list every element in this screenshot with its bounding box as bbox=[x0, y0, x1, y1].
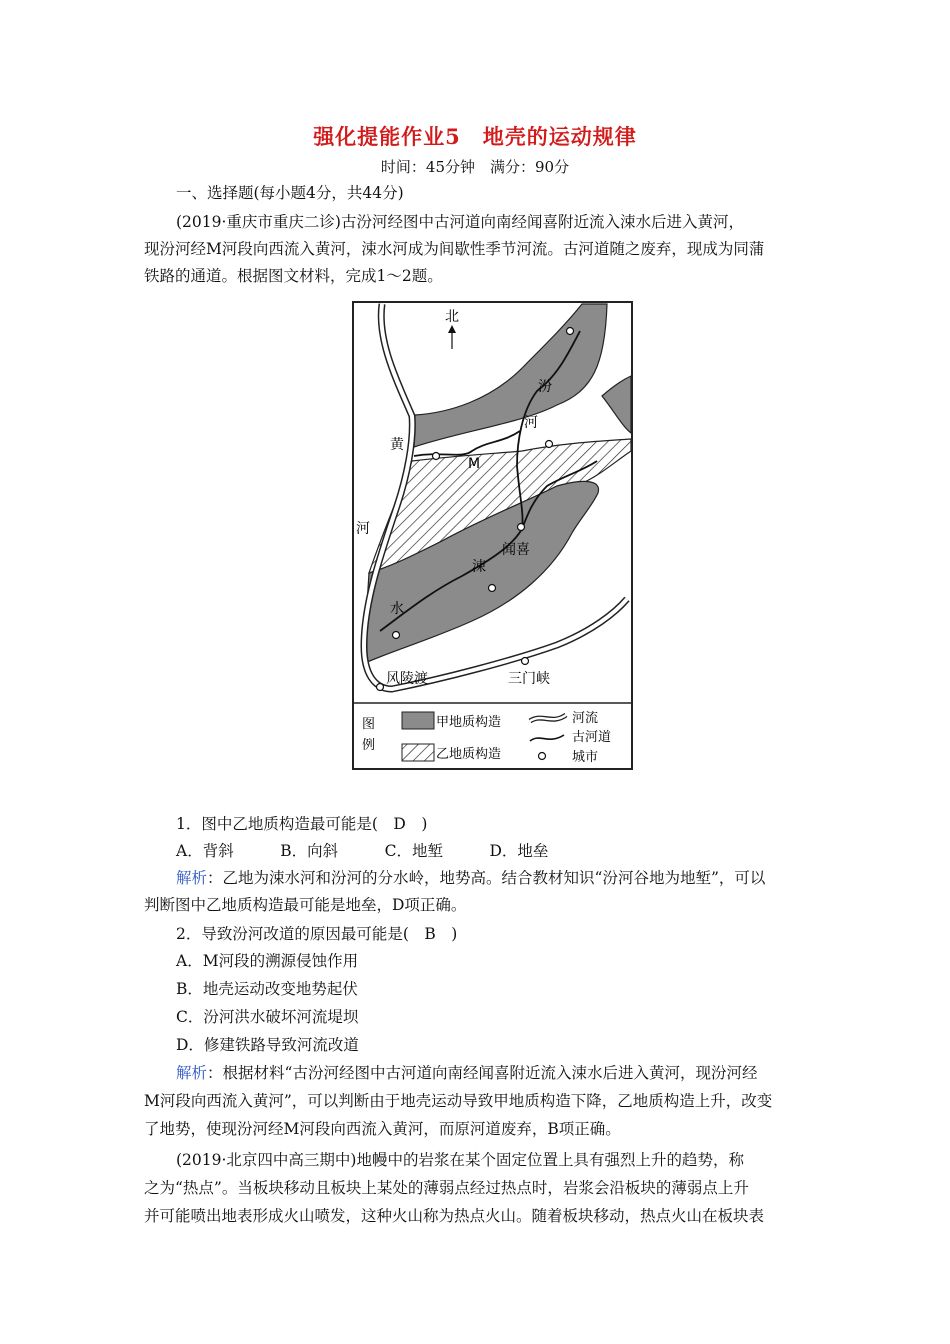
legend-city-icon bbox=[539, 753, 546, 760]
q1-jiexi bbox=[176, 868, 856, 888]
q2-option-c: C．汾河洪水破坏河流堤坝 bbox=[176, 1008, 359, 1026]
q1-options: A．背斜 B．向斜 C．地堑 D．地垒 bbox=[176, 842, 549, 860]
huang-label-2: 河 bbox=[356, 521, 370, 537]
city-marker bbox=[522, 658, 529, 665]
geology-map bbox=[352, 301, 633, 770]
passage1-line: 现汾河经M河段向西流入黄河，涑水河成为间歇性季节河流。古河道随之废弃，现成为同蒲 bbox=[144, 240, 765, 258]
q1-jiexi-cont: 判断图中乙地质构造最可能是地垒，D项正确。 bbox=[144, 896, 467, 914]
legend-yi: 乙地质构造 bbox=[436, 747, 502, 762]
q2-jiexi bbox=[176, 1063, 856, 1083]
passage1-line: (2019·重庆市重庆二诊)古汾河经图中古河道向南经闻喜附近流入涑水后进入黄河， bbox=[176, 213, 744, 231]
passage1-line: 铁路的通道。根据图文材料，完成1～2题。 bbox=[144, 267, 443, 285]
city-marker bbox=[546, 441, 553, 448]
legend-title-1: 图 bbox=[362, 717, 376, 732]
city-marker bbox=[567, 328, 574, 335]
q2-option-a: A．M河段的溯源侵蚀作用 bbox=[176, 952, 359, 970]
jiexi-label: 解析 bbox=[176, 1064, 208, 1082]
su-label: 涑 bbox=[472, 559, 486, 575]
city-marker bbox=[518, 524, 525, 531]
page-title: 强化提能作业5 地壳的运动规律 bbox=[313, 124, 637, 149]
q2-stem: 2．导致汾河改道的原因最可能是( B ) bbox=[176, 925, 458, 943]
jiexi-label: 解析 bbox=[176, 869, 208, 887]
m-label: M bbox=[468, 456, 481, 472]
legend-jia-swatch bbox=[402, 712, 434, 729]
shui-label: 水 bbox=[390, 601, 404, 617]
q2-jiexi-cont: 了地势，使现汾河经M河段向西流入黄河，而原河道废弃，B项正确。 bbox=[144, 1120, 621, 1138]
wenxi-label: 闻喜 bbox=[502, 542, 530, 558]
passage2-line: 之为“热点”。当板块移动且板块上某处的薄弱点经过热点时，岩浆会沿板块的薄弱点上升 bbox=[144, 1179, 749, 1197]
city-marker bbox=[489, 585, 496, 592]
city-marker bbox=[377, 684, 384, 691]
legend-title-2: 例 bbox=[362, 738, 376, 753]
q1-stem: 1．图中乙地质构造最可能是( D ) bbox=[176, 815, 428, 833]
legend-ancient: 古河道 bbox=[572, 730, 612, 745]
q2-option-b: B．地壳运动改变地势起伏 bbox=[176, 980, 358, 998]
fen-label-2: 河 bbox=[524, 415, 538, 431]
legend-river: 河流 bbox=[572, 711, 599, 726]
legend-jia: 甲地质构造 bbox=[436, 715, 502, 730]
q1-jiexi-text: ：乙地为涑水河和汾河的分水岭，地势高。结合教材知识“汾河谷地为地堑”，可以 bbox=[207, 869, 766, 887]
sanmenxia-label: 三门峡 bbox=[508, 671, 550, 687]
passage2-line: 并可能喷出地表形成火山喷发，这种火山称为热点火山。随着板块移动，热点火山在板块表 bbox=[144, 1207, 765, 1225]
fenglingdu-label: 风陵渡 bbox=[386, 671, 428, 687]
passage2-line: (2019·北京四中高三期中)地幔中的岩浆在某个固定位置上具有强烈上升的趋势，称 bbox=[176, 1151, 744, 1169]
q2-jiexi-cont: M河段向西流入黄河”，可以判断由于地壳运动导致甲地质构造下降，乙地质构造上升，改变 bbox=[144, 1092, 773, 1110]
q2-option-d: D．修建铁路导致河流改道 bbox=[176, 1036, 359, 1054]
q2-jiexi-text: ：根据材料“古汾河经图中古河道向南经闻喜附近流入涑水后进入黄河，现汾河经 bbox=[207, 1064, 758, 1082]
fen-label-1: 汾 bbox=[538, 379, 552, 395]
page-subtitle: 时间：45分钟 满分：90分 bbox=[380, 158, 570, 176]
city-marker bbox=[393, 632, 400, 639]
section-heading: 一、选择题(每小题4分，共44分) bbox=[176, 184, 404, 202]
city-marker bbox=[433, 453, 440, 460]
legend-yi-swatch bbox=[402, 744, 434, 761]
legend-city: 城市 bbox=[572, 750, 599, 765]
north-label: 北 bbox=[445, 309, 459, 325]
huang-label-1: 黄 bbox=[390, 437, 404, 453]
